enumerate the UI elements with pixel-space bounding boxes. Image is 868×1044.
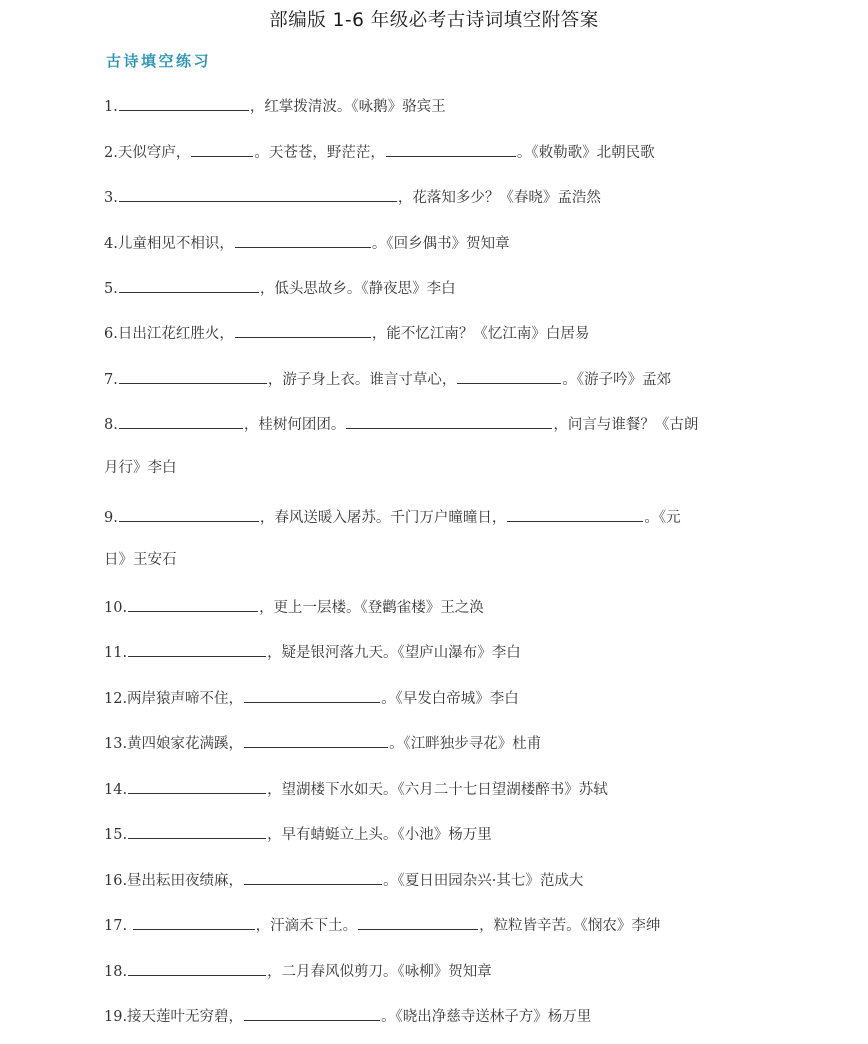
- fill-blank[interactable]: [244, 687, 380, 703]
- line-text: 7.: [104, 372, 118, 388]
- line-text: 16.昼出耘田夜绩麻，: [104, 873, 244, 889]
- fill-blank[interactable]: [119, 368, 267, 384]
- exercise-line: [104, 960, 764, 982]
- line-text: 。《游子吟》孟郊: [562, 372, 672, 388]
- line-text: 12.两岸猿声啼不住，: [104, 691, 244, 707]
- fill-blank[interactable]: [191, 141, 253, 157]
- line-text: ，红掌拨清波。《咏鹅》骆宾王: [249, 99, 446, 115]
- fill-blank[interactable]: [119, 413, 243, 429]
- exercise-line: [104, 596, 764, 618]
- exercise-line: [104, 277, 764, 299]
- exercise-line: [104, 869, 764, 891]
- fill-blank[interactable]: [386, 141, 516, 157]
- line-text: 13.黄四娘家花满蹊，: [104, 736, 244, 752]
- line-text: 。《回乡偶书》贺知章: [371, 236, 510, 252]
- exercise-line: [104, 1005, 764, 1027]
- page-title: 部编版 1-6 年级必考古诗词填空附答案: [269, 10, 599, 31]
- line-text: ，早有蜻蜓立上头。《小池》杨万里: [267, 827, 492, 843]
- exercise-line: [104, 823, 764, 845]
- line-text: 10.: [104, 600, 128, 616]
- line-text: 。《敕勒歌》北朝民歌: [516, 145, 655, 161]
- fill-blank[interactable]: [119, 506, 259, 522]
- line-text: 6.日出江花红胜火，: [104, 326, 234, 342]
- fill-blank[interactable]: [457, 368, 561, 384]
- fill-blank[interactable]: [128, 596, 258, 612]
- line-text: ，望湖楼下水如天。《六月二十七日望湖楼醉书》苏轼: [267, 782, 608, 798]
- fill-blank[interactable]: [244, 1005, 380, 1021]
- section-heading: 古诗填空练习: [106, 52, 212, 70]
- line-text: 11.: [104, 645, 128, 661]
- exercise-line: [104, 506, 764, 528]
- line-text: 2.天似穹庐，: [104, 145, 191, 161]
- line-text: 4.儿童相见不相识，: [104, 236, 234, 252]
- exercise-line: [104, 550, 764, 570]
- line-text: ，花落知多少？《春晓》孟浩然: [397, 190, 601, 206]
- line-text: ，问言与谁餐？《古朗: [553, 417, 699, 433]
- line-text: 14.: [104, 782, 128, 798]
- line-text: 3.: [104, 190, 118, 206]
- fill-blank[interactable]: [358, 914, 478, 930]
- line-text: 日》王安石: [104, 552, 177, 568]
- line-text: ，能不忆江南？《忆江南》白居易: [371, 326, 590, 342]
- exercise-line: [104, 778, 764, 800]
- line-text: 15.: [104, 827, 128, 843]
- line-text: ，粒粒皆辛苦。《悯农》李绅: [479, 918, 661, 934]
- line-text: 。天苍苍，野茫茫，: [254, 145, 385, 161]
- exercise-line: [104, 413, 764, 435]
- fill-blank[interactable]: [119, 186, 397, 202]
- fill-blank[interactable]: [244, 869, 382, 885]
- line-text: 。《夏日田园杂兴·其七》范成大: [383, 873, 584, 889]
- line-text: 19.接天莲叶无穷碧，: [104, 1009, 244, 1025]
- line-text: 1.: [104, 99, 118, 115]
- line-text: 9.: [104, 510, 118, 526]
- exercise-line: [104, 732, 764, 754]
- fill-blank[interactable]: [128, 778, 266, 794]
- fill-blank[interactable]: [507, 506, 643, 522]
- line-text: ，汗滴禾下土。: [255, 918, 358, 934]
- line-text: ，二月春风似剪刀。《咏柳》贺知章: [267, 964, 492, 980]
- line-text: 17.: [104, 918, 132, 934]
- line-text: ，疑是银河落九天。《望庐山瀑布》李白: [267, 645, 521, 661]
- fill-blank[interactable]: [128, 641, 266, 657]
- exercise-line: [104, 186, 764, 208]
- line-text: 。《元: [644, 510, 681, 526]
- fill-blank[interactable]: [128, 960, 266, 976]
- line-text: ，桂树何团团。: [243, 417, 346, 433]
- fill-blank[interactable]: [128, 823, 266, 839]
- line-text: 。《江畔独步寻花》杜甫: [389, 736, 542, 752]
- exercise-line: [104, 322, 764, 344]
- fill-blank[interactable]: [133, 914, 255, 930]
- fill-blank[interactable]: [244, 732, 388, 748]
- exercise-line: [104, 232, 764, 254]
- line-text: 。《晓出净慈寺送林子方》杨万里: [381, 1009, 592, 1025]
- fill-blank[interactable]: [119, 277, 259, 293]
- fill-blank[interactable]: [235, 232, 371, 248]
- line-text: ，春风送暖入屠苏。千门万户曈曈日，: [259, 510, 507, 526]
- fill-blank[interactable]: [346, 413, 552, 429]
- line-text: 5.: [104, 281, 118, 297]
- fill-blank[interactable]: [235, 322, 371, 338]
- line-text: 18.: [104, 964, 128, 980]
- line-text: 。《早发白帝城》李白: [381, 691, 519, 707]
- exercise-line: [104, 687, 764, 709]
- exercise-line: [104, 368, 764, 390]
- exercise-line: [104, 95, 764, 117]
- line-text: 8.: [104, 417, 118, 433]
- line-text: ，游子身上衣。谁言寸草心，: [267, 372, 457, 388]
- line-text: 月行》李白: [104, 460, 177, 476]
- fill-blank[interactable]: [119, 95, 249, 111]
- line-text: ，更上一层楼。《登鹳雀楼》王之涣: [259, 600, 484, 616]
- line-text: ，低头思故乡。《静夜思》李白: [259, 281, 456, 297]
- exercise-line: [104, 914, 764, 936]
- exercise-line: [104, 141, 764, 163]
- exercise-line: [104, 458, 764, 478]
- exercise-line: [104, 641, 764, 663]
